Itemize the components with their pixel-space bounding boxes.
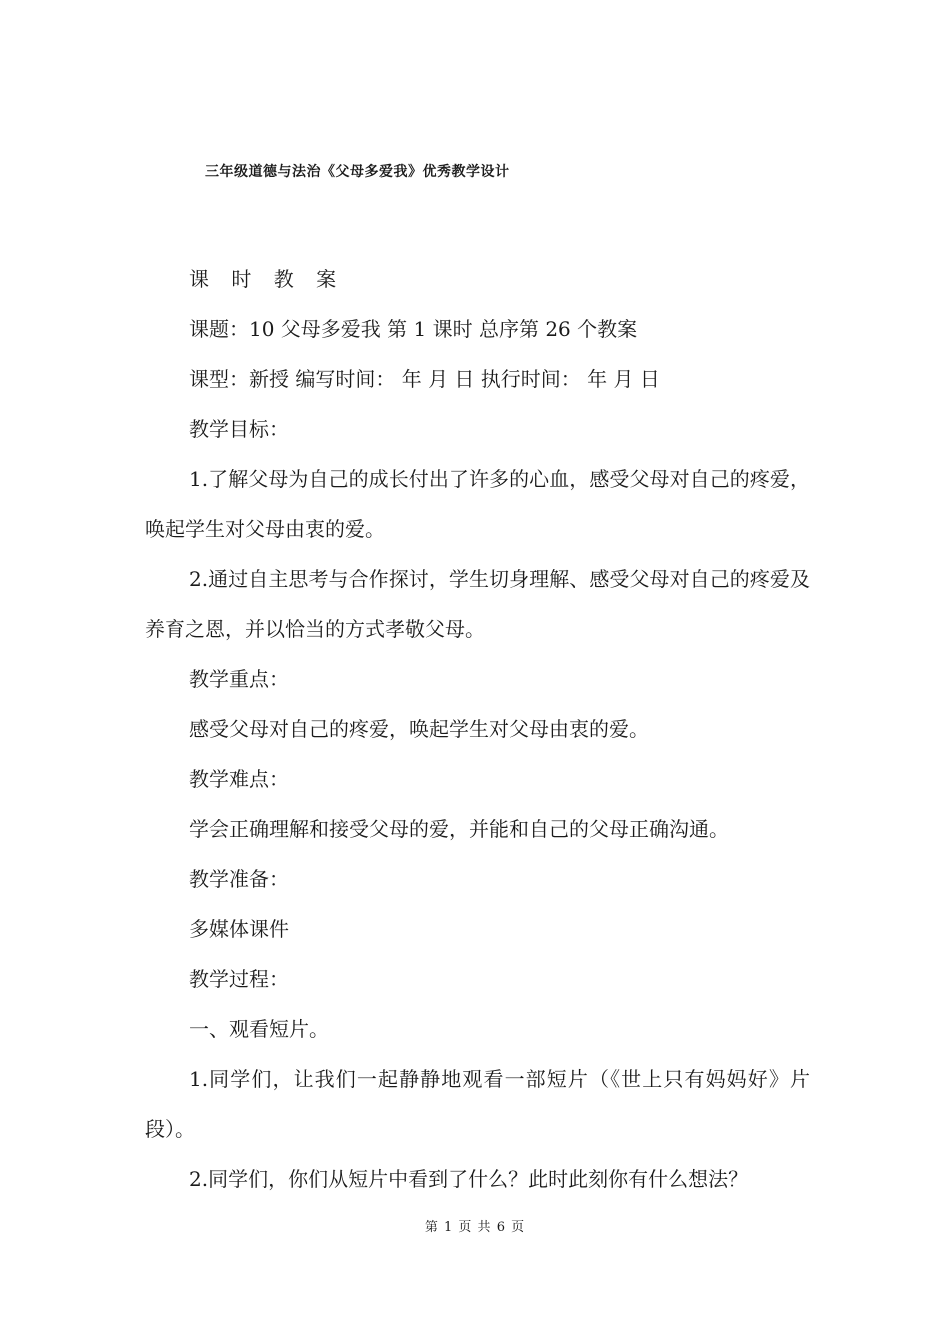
process-step-heading-1: 一、观看短片。 — [189, 1017, 329, 1041]
section-heading-process: 教学过程： — [189, 967, 289, 991]
key-points-text: 感受父母对自己的疼爱，唤起学生对父母由衷的爱。 — [189, 717, 649, 741]
goal-item-2: 2.通过自主思考与合作探讨，学生切身理解、感受父母对自己的疼爱及养育之恩，并以恰当的方式孝敬父母。 — [145, 567, 810, 641]
lesson-plan-heading: 课 时 教 案 — [189, 267, 345, 291]
document-title: 三年级道德与法治《父母多爱我》优秀教学设计 — [205, 164, 510, 180]
preparation-text: 多媒体课件 — [189, 917, 289, 941]
document-body — [145, 254, 810, 1204]
section-heading-key-points: 教学重点： — [189, 667, 289, 691]
section-heading-difficulties: 教学难点： — [189, 767, 289, 791]
section-heading-preparation: 教学准备： — [189, 867, 289, 891]
goal-item-1: 1.了解父母为自己的成长付出了许多的心血，感受父母对自己的疼爱，唤起学生对父母由衷的爱。 — [145, 467, 810, 541]
lesson-topic: 课题：10 父母多爱我 第 1 课时 总序第 26 个教案 — [189, 317, 638, 341]
lesson-type: 课型：新授 编写时间： 年 月 日 执行时间： 年 月 日 — [189, 367, 660, 391]
process-item-2: 2.同学们，你们从短片中看到了什么？此时此刻你有什么想法？ — [189, 1167, 749, 1191]
difficulties-text: 学会正确理解和接受父母的爱，并能和自己的父母正确沟通。 — [189, 817, 729, 841]
page-footer: 第 1 页 共 6 页 — [424, 1220, 526, 1235]
process-item-1: 1.同学们，让我们一起静静地观看一部短片（《世上只有妈妈好》片段）。 — [145, 1067, 810, 1141]
section-heading-goals: 教学目标： — [189, 417, 289, 441]
